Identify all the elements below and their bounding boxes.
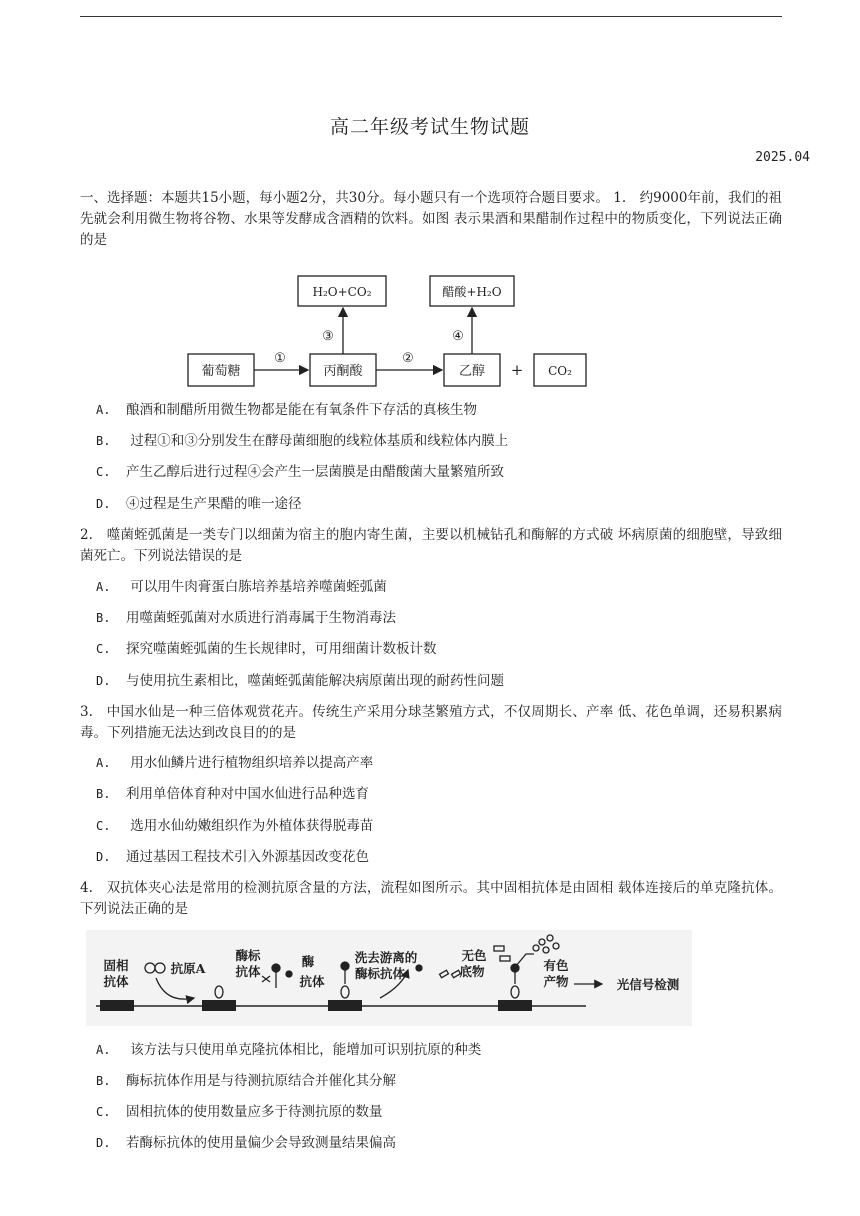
enzyme-antibody-label-2: 抗体 bbox=[235, 964, 261, 979]
antigen-label: 抗原A bbox=[170, 961, 206, 976]
option-letter: C. bbox=[96, 819, 111, 833]
option-letter: A. bbox=[96, 403, 111, 417]
q2-option-c bbox=[96, 640, 776, 658]
option-text: 该方法与只使用单克隆抗体相比，能增加可识别抗原的种类 bbox=[126, 1042, 482, 1058]
option-text: 固相抗体的使用数量应多于待测抗原的数量 bbox=[126, 1104, 383, 1120]
q4-option-a bbox=[96, 1041, 776, 1059]
option-letter: D. bbox=[96, 850, 111, 864]
step-1-label: ① bbox=[274, 351, 286, 366]
option-text: 产生乙醇后进行过程④会产生一层菌膜是由醋酸菌大量繁殖所致 bbox=[126, 464, 504, 480]
option-letter: D. bbox=[96, 1136, 111, 1150]
top-rule bbox=[80, 16, 782, 17]
q4-option-b bbox=[96, 1072, 776, 1090]
q1-option-b bbox=[96, 432, 776, 450]
q1-option-a bbox=[96, 401, 776, 419]
q4-option-d bbox=[96, 1134, 776, 1152]
option-text: 过程①和③分别发生在酵母菌细胞的线粒体基质和线粒体内膜上 bbox=[126, 433, 509, 449]
step-2-label: ② bbox=[402, 351, 414, 366]
q3-option-d bbox=[96, 848, 776, 866]
option-text: 若酶标抗体的使用量偏少会导致测量结果偏高 bbox=[126, 1135, 396, 1151]
q2-stem: 2. 噬菌蛭弧菌是一类专门以细菌为宿主的胞内寄生菌，主要以机械钻孔和酶解的方式破 坏病原菌的细胞壁，导致细菌死亡。下列说法错误的是 bbox=[80, 527, 782, 564]
q2-option-b bbox=[96, 609, 776, 627]
q3-option-b bbox=[96, 785, 776, 803]
sandwich-elisa-diagram bbox=[86, 926, 696, 1030]
option-letter: C. bbox=[96, 1105, 111, 1119]
enzyme-label-2: 抗体 bbox=[299, 974, 325, 989]
option-text: 用噬菌蛭弧菌对水质进行消毒属于生物消毒法 bbox=[126, 610, 396, 626]
fermentation-diagram bbox=[180, 268, 600, 394]
option-letter: C. bbox=[96, 465, 111, 479]
substrate-label-2: 底物 bbox=[459, 964, 485, 979]
q1-option-d bbox=[96, 495, 776, 513]
option-letter: B. bbox=[96, 434, 111, 448]
option-letter: A. bbox=[96, 1043, 111, 1057]
glucose-label: 葡萄糖 bbox=[201, 364, 241, 379]
q2-option-a bbox=[96, 578, 776, 596]
q4-stem: 4. 双抗体夹心法是常用的检测抗原含量的方法，流程如图所示。其中固相抗体是由固相 载体连接后的单克隆抗体。下列说法正确的是 bbox=[80, 880, 782, 917]
carrier-block bbox=[498, 1000, 532, 1011]
option-text: 通过基因工程技术引入外源基因改变花色 bbox=[126, 849, 369, 865]
option-text: 酶标抗体作用是与待测抗原结合并催化其分解 bbox=[126, 1073, 396, 1089]
carrier-block bbox=[202, 1000, 236, 1011]
q3-option-a bbox=[96, 754, 776, 772]
enzyme-antibody-label-1: 酶标 bbox=[235, 948, 261, 963]
product-label-1: 有色 bbox=[543, 958, 569, 973]
step-4-label: ④ bbox=[452, 329, 464, 344]
q3-stem: 3. 中国水仙是一种三倍体观赏花卉。传统生产采用分球茎繁殖方式，不仅周期长、产率 低、花色单调，还易积累病毒。下列措施无法达到改良目的的是 bbox=[80, 704, 782, 741]
section-intro: 一、选择题：本题共15小题，每小题2分，共30分。每小题只有一个选项符合题目要求。 1. 约9000年前，我们的祖先就会利用微生物将谷物、水果等发酵成含酒精的饮料。如图 表示果酒和果醋制作过程中的物质变化，下列说法正确的是 bbox=[80, 190, 782, 248]
option-text: 探究噬菌蛭弧菌的生长规律时，可用细菌计数板计数 bbox=[126, 641, 437, 657]
solid-antibody-label-1: 固相 bbox=[103, 958, 129, 973]
substrate-label-1: 无色 bbox=[461, 948, 487, 963]
carrier-block bbox=[328, 1000, 362, 1011]
vinegar-label: 醋酸+H₂O bbox=[442, 285, 502, 299]
carrier-block bbox=[100, 1000, 134, 1011]
plus-sign: + bbox=[510, 361, 524, 379]
option-letter: C. bbox=[96, 642, 111, 656]
option-letter: B. bbox=[96, 611, 111, 625]
option-text: 可以用牛肉膏蛋白胨培养基培养噬菌蛭弧菌 bbox=[126, 579, 387, 595]
option-text: 用水仙鳞片进行植物组织培养以提高产率 bbox=[126, 755, 374, 771]
q2-option-d bbox=[96, 672, 776, 690]
option-text: 与使用抗生素相比，噬菌蛭弧菌能解决病原菌出现的耐药性问题 bbox=[126, 673, 504, 689]
q1-option-c bbox=[96, 463, 776, 481]
option-text: 酿酒和制醋所用微生物都是能在有氧条件下存活的真核生物 bbox=[126, 402, 477, 418]
q3-option-c bbox=[96, 817, 776, 835]
q4-option-c bbox=[96, 1103, 776, 1121]
wash-label-2: 酶标抗体 bbox=[354, 966, 406, 981]
option-text: 选用水仙幼嫩组织作为外植体获得脱毒苗 bbox=[126, 818, 374, 834]
option-letter: A. bbox=[96, 580, 111, 594]
product-label-2: 产物 bbox=[543, 974, 569, 989]
option-letter: D. bbox=[96, 497, 111, 511]
option-letter: A. bbox=[96, 756, 111, 770]
solid-antibody-label-2: 抗体 bbox=[103, 974, 129, 989]
wash-label-1: 洗去游离的 bbox=[354, 950, 418, 965]
page-title: 高二年级考试生物试题 bbox=[329, 116, 530, 138]
option-letter: D. bbox=[96, 674, 111, 688]
option-text: 利用单倍体育种对中国水仙进行品种选育 bbox=[126, 786, 369, 802]
option-letter: B. bbox=[96, 1074, 111, 1088]
h2o-co2-label: H₂O+CO₂ bbox=[312, 285, 372, 299]
signal-label: 光信号检测 bbox=[616, 977, 680, 992]
pyruvate-label: 丙酮酸 bbox=[323, 364, 363, 379]
option-text: ④过程是生产果醋的唯一途径 bbox=[126, 496, 302, 512]
exam-date: 2025.04 bbox=[755, 150, 810, 165]
co2-label: CO₂ bbox=[548, 364, 572, 378]
option-letter: B. bbox=[96, 787, 111, 801]
ethanol-label: 乙醇 bbox=[458, 364, 486, 379]
step-3-label: ③ bbox=[322, 329, 334, 344]
enzyme-label: 酶 bbox=[301, 954, 315, 969]
